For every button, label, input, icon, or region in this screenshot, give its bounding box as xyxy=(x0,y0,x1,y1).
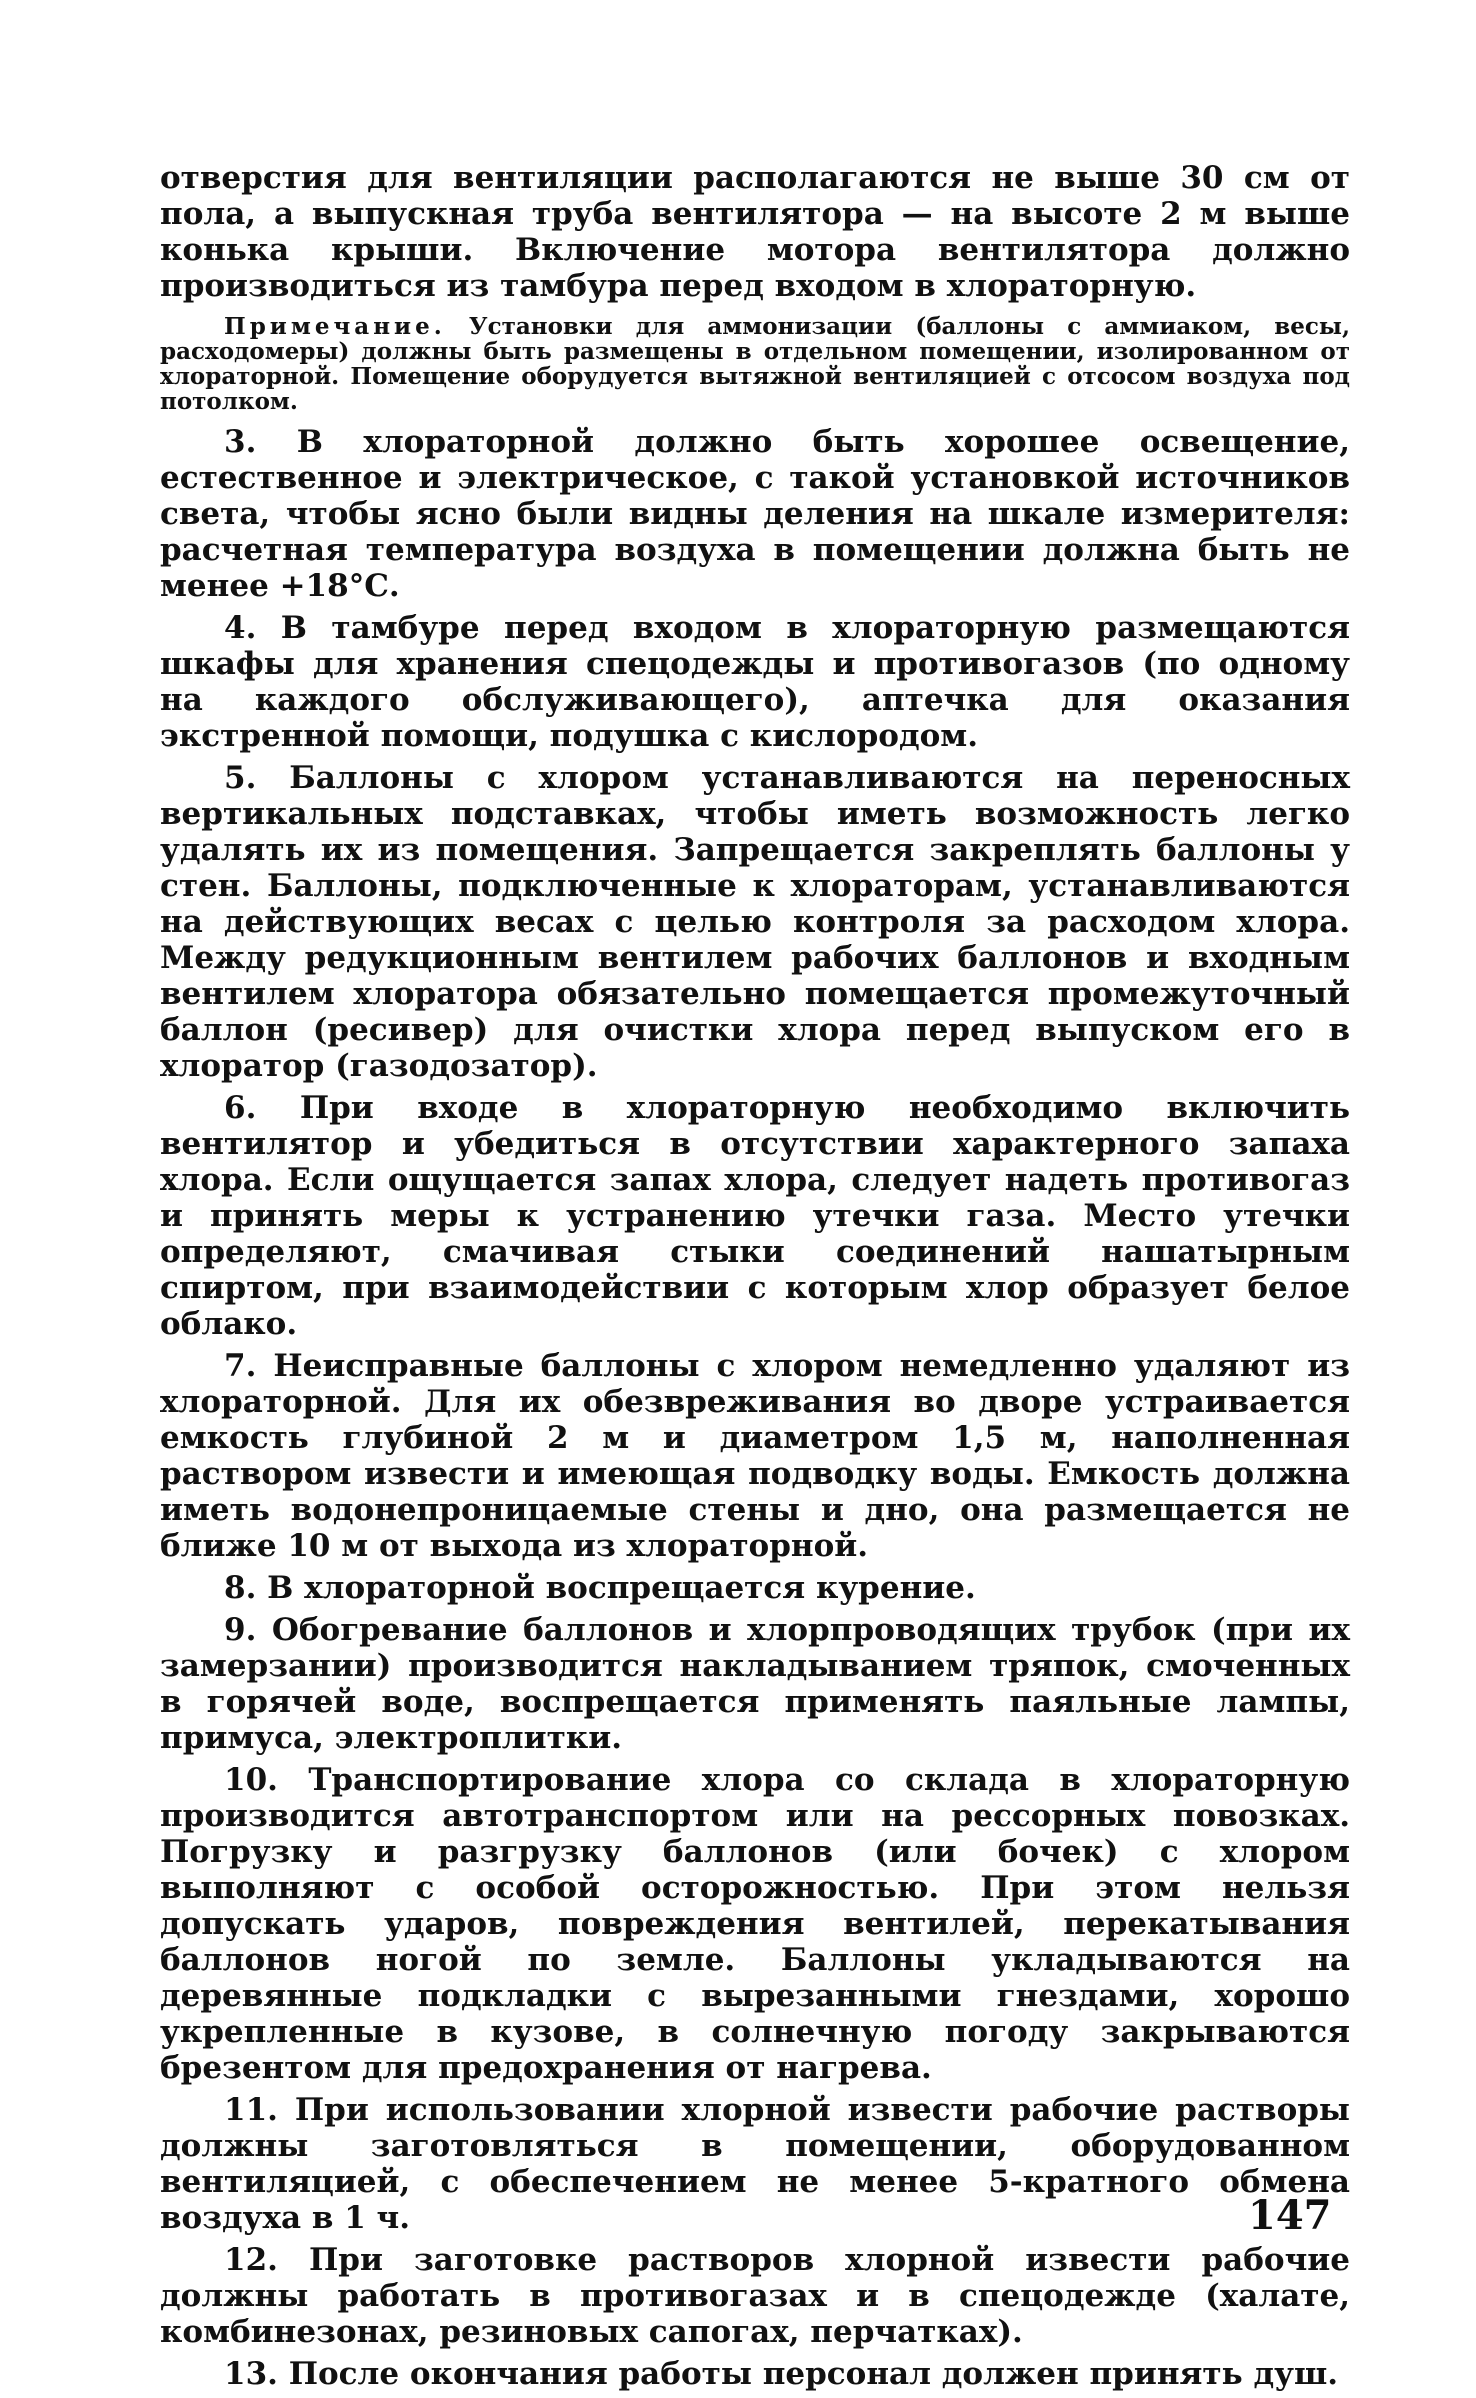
paragraph-10-transport: 10. Транспортирование хлора со склада в хлораторную производится автотранспортом или на рессорных повозках. Погрузку и разгрузку баллонов (или бочек) с хлором выполняют с особой осторожностью. При этом нельзя допускать ударов, повреждения вентилей, перекатывания баллонов ногой по земле. Баллоны укладываются на деревянные подкладки с вырезанными гнездами, хорошо укрепленные в кузове, в солнечную погоду закрываются брезентом для предохранения от нагрева. xyxy=(160,1762,1350,2086)
paragraph-7-faulty-cylinders: 7. Неисправные баллоны с хлором немедленно удаляют из хлораторной. Для их обезвреживания во дворе устраивается емкость глубиной 2 м и диаметром 1,5 м, наполненная раствором извести и имеющая подводку воды. Емкость должна иметь водонепроницаемые стены и дно, она размещается не ближе 10 м от выхода из хлораторной. xyxy=(160,1348,1350,1564)
paragraph-11-bleach: 11. При использовании хлорной извести рабочие растворы должны заготовляться в помещении, оборудованном вентиляцией, с обеспечением не менее 5-кратного обмена воздуха в 1 ч. xyxy=(160,2092,1350,2236)
note-ammonization xyxy=(160,314,1350,414)
paragraph-5-cylinders: 5. Баллоны с хлором устанавливаются на переносных вертикальных подставках, чтобы иметь возможность легко удалять их из помещения. Запрещается закреплять баллоны у стен. Баллоны, подключенные к хлораторам, устанавливаются на действующих весах с целью контроля за расходом хлора. Между редукционным вентилем рабочих баллонов и входным вентилем хлоратора обязательно помещается промежуточный баллон (ресивер) для очистки хлора перед выпуском его в хлоратор (газодозатор). xyxy=(160,760,1350,1084)
note-text: Установки для аммонизации (баллоны с аммиаком, весы, расходомеры) должны быть размещены в отдельном помещении, изолированном от хлораторной. Помещение оборудуется вытяжной вентиляцией с отсосом воздуха под потолком. xyxy=(160,313,1350,415)
paragraph-12-protective-gear: 12. При заготовке растворов хлорной извести рабочие должны работать в противогазах и в спецодежде (халате, комбинезонах, резиновых сапогах, перчатках). xyxy=(160,2242,1350,2350)
note-label: Примечание. xyxy=(224,313,446,340)
paragraph-9-heating: 9. Обогревание баллонов и хлорпроводящих трубок (при их замерзании) производится накладыванием тряпок, смоченных в горячей воде, воспрещается применять паяльные лампы, примуса, электроплитки. xyxy=(160,1612,1350,1756)
paragraph-4-vestibule: 4. В тамбуре перед входом в хлораторную размещаются шкафы для хранения спецодежды и противогазов (по одному на каждого обслуживающего), аптечка для оказания экстренной помощи, подушка с кислородом. xyxy=(160,610,1350,754)
paragraph-3-lighting: 3. В хлораторной должно быть хорошее освещение, естественное и электрическое, с такой установкой источников света, чтобы ясно были видны деления на шкале измерителя: расчетная температура воздуха в помещении должна быть не менее +18°С. xyxy=(160,424,1350,604)
paragraph-6-entry: 6. При входе в хлораторную необходимо включить вентилятор и убедиться в отсутствии характерного запаха хлора. Если ощущается запах хлора, следует надеть противогаз и принять меры к устранению утечки газа. Место утечки определяют, смачивая стыки соединений нашатырным спиртом, при взаимодействии с которым хлор образует белое облако. xyxy=(160,1090,1350,1342)
paragraph-13-shower: 13. После окончания работы персонал должен принять душ. xyxy=(224,2356,1339,2392)
text-column xyxy=(160,160,1350,2398)
paragraph-ventilation-continuation: отверстия для вентиляции располагаются не выше 30 см от пола, а выпускная труба вентилятора — на высоте 2 м выше конька крыши. Включение мотора вентилятора должно производиться из тамбура перед входом в хлораторную. xyxy=(160,160,1350,304)
paragraph-8-smoking: 8. В хлораторной воспрещается курение. xyxy=(224,1570,976,1606)
page-number: 147 xyxy=(1248,2192,1332,2239)
